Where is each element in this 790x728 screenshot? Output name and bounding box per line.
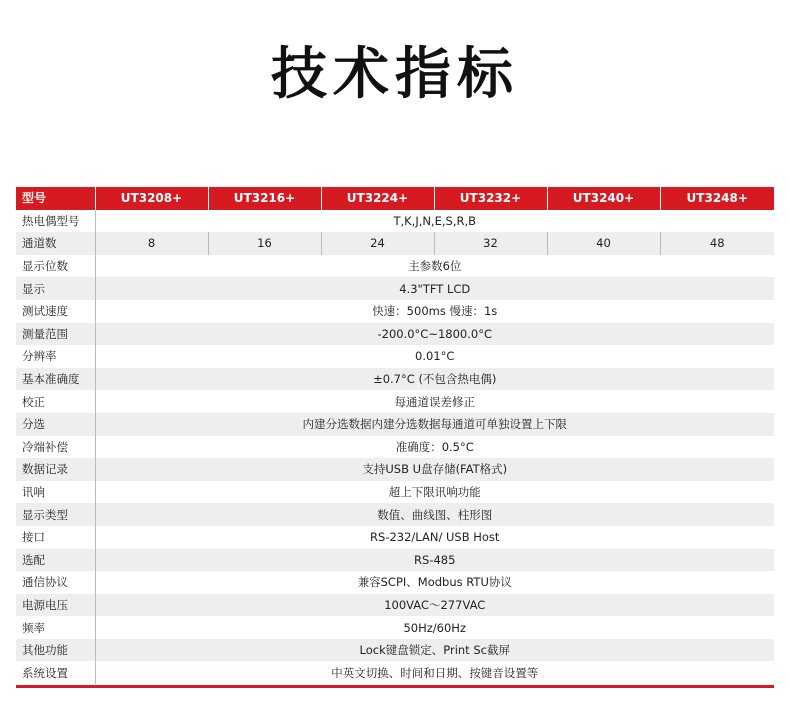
row-label: 显示 bbox=[16, 277, 95, 300]
row-label: 讯响 bbox=[16, 481, 95, 504]
row-value: 4.3"TFT LCD bbox=[95, 277, 774, 300]
row-value: 支持USB U盘存储(FAT格式) bbox=[95, 458, 774, 481]
row-value: 中英文切换、时间和日期、按键音设置等 bbox=[95, 661, 774, 684]
channel-count: 8 bbox=[95, 232, 208, 255]
channel-count: 40 bbox=[547, 232, 660, 255]
table-row bbox=[16, 549, 774, 572]
row-label: 电源电压 bbox=[16, 594, 95, 617]
table-row bbox=[16, 255, 774, 278]
row-value: 内建分选数据内建分选数据每通道可单独设置上下限 bbox=[95, 413, 774, 436]
row-value: ±0.7°C (不包含热电偶) bbox=[95, 368, 774, 391]
row-label: 数据记录 bbox=[16, 458, 95, 481]
row-value: 50Hz/60Hz bbox=[95, 616, 774, 639]
table-row bbox=[16, 571, 774, 594]
row-value: 0.01°C bbox=[95, 345, 774, 368]
row-value: 数值、曲线图、柱形图 bbox=[95, 503, 774, 526]
page-title: 技术指标 bbox=[271, 42, 519, 107]
table-row bbox=[16, 594, 774, 617]
row-label: 基本准确度 bbox=[16, 368, 95, 391]
row-value: T,K,J,N,E,S,R,B bbox=[95, 210, 774, 233]
table-row bbox=[16, 300, 774, 323]
row-label: 冷端补偿 bbox=[16, 436, 95, 459]
table-row bbox=[16, 368, 774, 391]
channel-count: 32 bbox=[434, 232, 547, 255]
row-value: Lock键盘锁定、Print Sc截屏 bbox=[95, 639, 774, 662]
table-row bbox=[16, 616, 774, 639]
row-value: 快速：500ms 慢速：1s bbox=[95, 300, 774, 323]
model-header: UT3216+ bbox=[208, 187, 321, 210]
row-label: 通道数 bbox=[16, 232, 95, 255]
row-value: 超上下限讯响功能 bbox=[95, 481, 774, 504]
row-label: 其他功能 bbox=[16, 639, 95, 662]
table-row bbox=[16, 661, 774, 684]
spec-table bbox=[16, 187, 774, 684]
header-row bbox=[16, 187, 774, 210]
table-row bbox=[16, 458, 774, 481]
row-value: RS-485 bbox=[95, 549, 774, 572]
table-row bbox=[16, 481, 774, 504]
table-row bbox=[16, 277, 774, 300]
channel-count: 16 bbox=[208, 232, 321, 255]
row-value: RS-232/LAN/ USB Host bbox=[95, 526, 774, 549]
model-header: UT3240+ bbox=[547, 187, 660, 210]
channel-count: 24 bbox=[321, 232, 434, 255]
row-value: 准确度：0.5°C bbox=[95, 436, 774, 459]
row-label: 测量范围 bbox=[16, 323, 95, 346]
table-row bbox=[16, 323, 774, 346]
row-value: 主参数6位 bbox=[95, 255, 774, 278]
row-label: 接口 bbox=[16, 526, 95, 549]
row-label: 通信协议 bbox=[16, 571, 95, 594]
row-label: 分选 bbox=[16, 413, 95, 436]
table-row bbox=[16, 503, 774, 526]
table-row bbox=[16, 526, 774, 549]
table-row bbox=[16, 210, 774, 233]
table-row bbox=[16, 345, 774, 368]
table-row bbox=[16, 436, 774, 459]
row-label: 系统设置 bbox=[16, 661, 95, 684]
model-header: UT3248+ bbox=[660, 187, 774, 210]
row-label: 测试速度 bbox=[16, 300, 95, 323]
row-label: 选配 bbox=[16, 549, 95, 572]
model-header: UT3224+ bbox=[321, 187, 434, 210]
table-row-channels bbox=[16, 232, 774, 255]
row-label: 分辨率 bbox=[16, 345, 95, 368]
model-header: UT3232+ bbox=[434, 187, 547, 210]
row-label: 显示类型 bbox=[16, 503, 95, 526]
row-label: 校正 bbox=[16, 390, 95, 413]
table-row bbox=[16, 390, 774, 413]
channel-count: 48 bbox=[660, 232, 774, 255]
row-value: 兼容SCPI、Modbus RTU协议 bbox=[95, 571, 774, 594]
row-value: 100VAC～277VAC bbox=[95, 594, 774, 617]
row-value: -200.0°C~1800.0°C bbox=[95, 323, 774, 346]
row-label: 频率 bbox=[16, 616, 95, 639]
table-row bbox=[16, 639, 774, 662]
row-label: 热电偶型号 bbox=[16, 210, 95, 233]
bottom-rule bbox=[16, 685, 774, 688]
row-label: 显示位数 bbox=[16, 255, 95, 278]
row-value: 每通道误差修正 bbox=[95, 390, 774, 413]
model-header: UT3208+ bbox=[95, 187, 208, 210]
header-label: 型号 bbox=[16, 187, 95, 210]
table-row bbox=[16, 413, 774, 436]
